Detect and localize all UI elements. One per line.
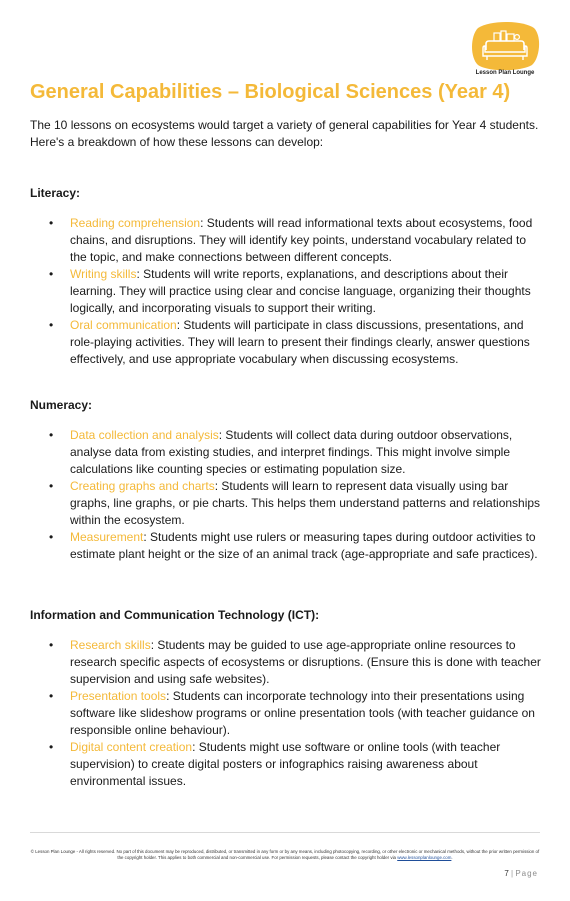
- capability-description: : Students will collect data during outdoor observations, analyse data from existing studies, and interpret findings. This might involve simple calculations like counting species or estimating population size.: [70, 428, 513, 476]
- capability-term: Creating graphs and charts: [70, 479, 215, 493]
- capability-term: Presentation tools: [70, 689, 167, 703]
- capability-description: : Students might use rulers or measuring tapes during outdoor activities to estimate plant height or the size of an animal track (age-appropriate and safe practices).: [70, 530, 538, 561]
- bullet-icon: •: [49, 479, 54, 493]
- capability-list: [30, 427, 545, 563]
- logo-text: Lesson Plan Lounge: [475, 70, 535, 76]
- bullet-icon: •: [49, 638, 54, 652]
- bullet-icon: •: [49, 740, 54, 754]
- capability-list: [30, 637, 545, 790]
- capability-description: : Students will participate in class discussions, presentations, and role-playing activities. They will learn to present their findings clearly, answer questions effectively, and use appropriate vocabulary when discussing ecosystems.: [70, 318, 530, 366]
- logo: [468, 22, 542, 84]
- bullet-icon: •: [49, 530, 54, 544]
- page-title: General Capabilities – Biological Sciences (Year 4): [30, 81, 511, 103]
- bullet-icon: •: [49, 318, 54, 332]
- copyright-text: © Lesson Plan Lounge - All rights reserved. No part of this document may be reproduced, distributed, or transmitted in any form or by any means, including photocopying, recording, or other electronic or mechanical methods, without the prior written permission of the copyright holder. This applies to both commercial and non-commercial use. For permission requests, please contact the copyright holder via: [30, 849, 540, 860]
- capability-term: Digital content creation: [70, 740, 193, 754]
- list-item: [30, 317, 545, 368]
- bullet-icon: •: [49, 689, 54, 703]
- list-item: [30, 637, 545, 688]
- section-heading: Numeracy:: [30, 398, 93, 412]
- bullet-icon: •: [49, 428, 54, 442]
- capability-description: : Students will write reports, explanations, and descriptions about their learning. They will practice using clear and concise language, organizing their thoughts logically, and incorporating visuals to support their writing.: [70, 267, 531, 315]
- sofa-with-books-icon: [470, 22, 540, 70]
- list-item: [30, 215, 545, 266]
- page-label: Page: [515, 869, 538, 878]
- capability-description: : Students will learn to represent data visually using bar graphs, line graphs, or pie charts. This helps them understand patterns and relationships within the ecosystem.: [70, 479, 541, 527]
- copyright-notice: [30, 849, 540, 861]
- list-item: [30, 688, 545, 739]
- capability-list: [30, 215, 545, 368]
- website-link[interactable]: www.lessonplanlounge.com: [397, 855, 452, 860]
- capability-description: : Students will read informational texts about ecosystems, food chains, and disruptions. They will identify key points, understand vocabulary related to the topic, and make connections between different concepts.: [70, 216, 533, 264]
- capability-description: : Students might use software or online tools (with teacher supervision) to create digital posters or infographics raising awareness about environmental issues.: [70, 740, 501, 788]
- list-item: [30, 427, 545, 478]
- list-item: [30, 739, 545, 790]
- page-separator: |: [511, 869, 514, 878]
- footer-divider: [30, 832, 540, 833]
- section-numeracy: [30, 398, 545, 563]
- bullet-icon: •: [49, 216, 54, 230]
- page-number: [504, 869, 538, 878]
- list-item: [30, 529, 545, 563]
- capability-term: Writing skills: [70, 267, 137, 281]
- bullet-icon: •: [49, 267, 54, 281]
- capability-term: Research skills: [70, 638, 151, 652]
- section-literacy: [30, 186, 545, 368]
- list-item: [30, 478, 545, 529]
- capability-term: Reading comprehension: [70, 216, 201, 230]
- page-number-value: 7: [504, 869, 509, 878]
- section-heading: Information and Communication Technology (ICT):: [30, 608, 320, 622]
- link-suffix: .: [451, 855, 453, 860]
- capability-term: Measurement: [70, 530, 144, 544]
- list-item: [30, 266, 545, 317]
- capability-term: Oral communication: [70, 318, 177, 332]
- capability-description: : Students may be guided to use age-appropriate online resources to research specific aspects of ecosystems or disruptions. (Ensure this is done with teacher supervision and using safe websites).: [70, 638, 541, 686]
- capability-term: Data collection and analysis: [70, 428, 219, 442]
- intro-paragraph: The 10 lessons on ecosystems would target a variety of general capabilities for Year 4 students. Here's a breakdown of how these lessons can develop:: [30, 118, 539, 149]
- capability-description: : Students can incorporate technology into their presentations using software like slideshow programs or online presentation tools (with teacher guidance on responsible online behaviour).: [70, 689, 535, 737]
- section-ict: [30, 608, 545, 790]
- section-heading: Literacy:: [30, 186, 81, 200]
